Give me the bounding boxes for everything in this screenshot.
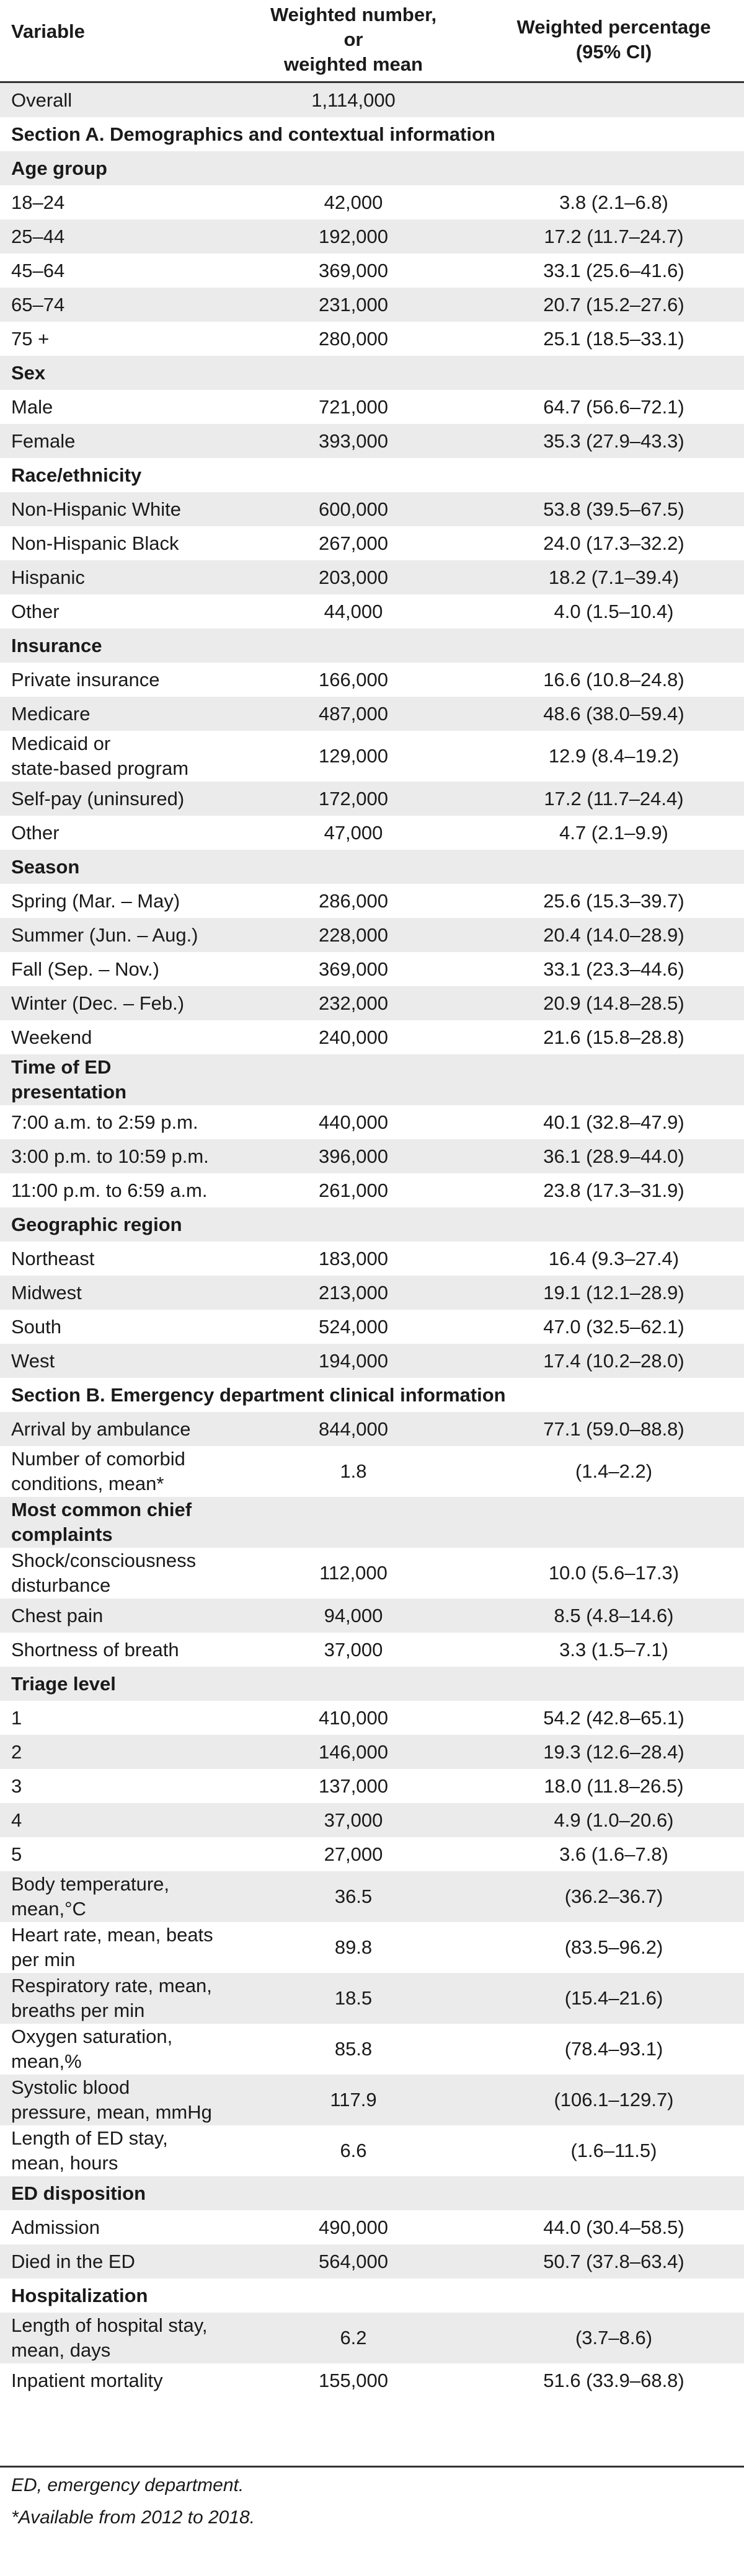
cell-weighted-percentage: 3.6 (1.6–7.8) xyxy=(559,1843,668,1865)
cell-weighted-number: 564,000 xyxy=(318,2250,389,2272)
cell-weighted-percentage: 64.7 (56.6–72.1) xyxy=(543,395,684,418)
table-row xyxy=(0,1412,744,1446)
cell-weighted-percentage: 50.7 (37.8–63.4) xyxy=(543,2250,684,2272)
cell-weighted-number: 44,000 xyxy=(324,600,383,622)
cell-weighted-percentage: 3.3 (1.5–7.1) xyxy=(559,1638,668,1661)
cell-weighted-number: 261,000 xyxy=(318,1179,389,1201)
table-row xyxy=(0,1173,744,1207)
cell-weighted-number: 18.5 xyxy=(334,1987,373,2009)
cell-weighted-number: 183,000 xyxy=(318,1247,389,1269)
table-row xyxy=(0,918,744,952)
cell-weighted-percentage: 33.1 (25.6–41.6) xyxy=(543,259,684,281)
table-row xyxy=(0,254,744,288)
group-heading-row xyxy=(0,2278,744,2313)
cell-weighted-number: 369,000 xyxy=(318,259,389,281)
cell-weighted-number: 286,000 xyxy=(318,889,389,912)
cell-variable: Age group xyxy=(11,157,107,179)
cell-variable: 75 + xyxy=(11,327,50,350)
cell-weighted-number: 280,000 xyxy=(318,327,389,350)
cell-weighted-number: 844,000 xyxy=(318,1418,389,1440)
table-row xyxy=(0,1769,744,1803)
cell-variable: Non-Hispanic Black xyxy=(11,532,179,554)
cell-weighted-number: 89.8 xyxy=(334,1936,373,1958)
cell-weighted-number: 146,000 xyxy=(318,1740,389,1763)
cell-weighted-number: 440,000 xyxy=(318,1111,389,1133)
cell-variable: 7:00 a.m. to 2:59 p.m. xyxy=(11,1111,198,1133)
table-row xyxy=(0,2075,744,2125)
table-row xyxy=(0,185,744,219)
table-row xyxy=(0,1548,744,1599)
cell-weighted-percentage: 19.1 (12.1–28.9) xyxy=(543,1281,684,1303)
cell-variable: 3 xyxy=(11,1775,22,1797)
cell-variable: Male xyxy=(11,395,53,418)
cell-weighted-number: 6.6 xyxy=(340,2140,367,2161)
table-row xyxy=(0,526,744,560)
group-heading-row xyxy=(0,2176,744,2210)
table-row xyxy=(0,1020,744,1054)
table-row xyxy=(0,2313,744,2363)
cell-variable: Season xyxy=(11,855,80,878)
cell-weighted-percentage: 17.2 (11.7–24.7) xyxy=(544,225,684,247)
cell-variable: 5 xyxy=(11,1843,22,1865)
cell-weighted-percentage: 40.1 (32.8–47.9) xyxy=(543,1111,684,1133)
cell-variable: ED disposition xyxy=(11,2182,146,2204)
table-row xyxy=(0,1633,744,1667)
cell-weighted-number: 369,000 xyxy=(318,958,389,980)
cell-weighted-percentage: 33.1 (23.3–44.6) xyxy=(543,958,684,980)
table-row xyxy=(0,952,744,986)
section-heading-row xyxy=(0,117,744,151)
cell-weighted-number: 600,000 xyxy=(318,498,389,520)
cell-variable: Northeast xyxy=(11,1247,95,1269)
cell-weighted-number: 393,000 xyxy=(318,430,389,452)
cell-weighted-percentage: 16.4 (9.3–27.4) xyxy=(548,1247,680,1269)
cell-weighted-percentage: (78.4–93.1) xyxy=(564,2038,663,2060)
table-row xyxy=(0,83,744,117)
cell-weighted-percentage: (36.2–36.7) xyxy=(564,1886,663,1907)
table-row xyxy=(0,1242,744,1276)
cell-variable: Shock/consciousness disturbance xyxy=(11,1550,197,1596)
cell-variable: Inpatient mortality xyxy=(11,2369,163,2391)
cell-variable: Most common chief complaints xyxy=(11,1499,192,1545)
footnote-abbreviation: ED, emergency department. xyxy=(11,2475,244,2495)
cell-weighted-percentage: 3.8 (2.1–6.8) xyxy=(559,191,668,213)
cell-weighted-percentage: 10.0 (5.6–17.3) xyxy=(548,1562,680,1584)
cell-weighted-percentage: 20.9 (14.8–28.5) xyxy=(543,992,684,1014)
cell-weighted-percentage: 4.7 (2.1–9.9) xyxy=(559,821,668,844)
cell-weighted-percentage: 25.1 (18.5–33.1) xyxy=(543,327,684,350)
cell-weighted-percentage: 54.2 (42.8–65.1) xyxy=(543,1706,684,1729)
cell-variable: 18–24 xyxy=(11,191,65,213)
cell-weighted-percentage: 21.6 (15.8–28.8) xyxy=(543,1026,684,1048)
cell-variable: Died in the ED xyxy=(11,2250,135,2272)
cell-weighted-number: 231,000 xyxy=(318,293,389,315)
cell-variable: Medicare xyxy=(11,702,91,725)
cell-weighted-percentage: 36.1 (28.9–44.0) xyxy=(543,1145,684,1167)
cell-weighted-percentage: 23.8 (17.3–31.9) xyxy=(543,1179,684,1201)
cell-weighted-number: 112,000 xyxy=(319,1562,388,1584)
table-row xyxy=(0,322,744,356)
cell-weighted-number: 192,000 xyxy=(318,225,389,247)
section-heading-row xyxy=(0,1378,744,1412)
cell-weighted-percentage: 4.0 (1.5–10.4) xyxy=(554,600,674,622)
cell-weighted-percentage: 17.2 (11.7–24.4) xyxy=(544,787,684,809)
cell-weighted-number: 396,000 xyxy=(318,1145,389,1167)
cell-variable: Private insurance xyxy=(11,668,160,690)
table-row xyxy=(0,2024,744,2075)
header-weighted-percentage: Weighted percentage (95% CI) xyxy=(516,16,711,63)
cell-variable: Chest pain xyxy=(11,1604,104,1626)
cell-variable: Length of ED stay, mean, hours xyxy=(11,2127,168,2174)
cell-weighted-number: 213,000 xyxy=(318,1281,389,1303)
cell-weighted-number: 47,000 xyxy=(324,821,383,844)
cell-weighted-number: 1,114,000 xyxy=(311,89,396,111)
cell-variable: Section A. Demographics and contextual information xyxy=(11,123,495,145)
cell-weighted-percentage: 16.6 (10.8–24.8) xyxy=(543,668,684,690)
cell-variable: Systolic blood pressure, mean, mmHg xyxy=(11,2076,212,2123)
table-row xyxy=(0,424,744,458)
group-heading-row xyxy=(0,850,744,884)
table-row xyxy=(0,1922,744,1973)
table-row xyxy=(0,816,744,850)
cell-variable: 45–64 xyxy=(11,259,65,281)
cell-weighted-percentage: (3.7–8.6) xyxy=(575,2327,653,2349)
cell-variable: Summer (Jun. – Aug.) xyxy=(11,924,198,946)
table-row xyxy=(0,697,744,731)
cell-weighted-number: 6.2 xyxy=(340,2327,367,2349)
group-heading-row xyxy=(0,1497,744,1548)
cell-weighted-percentage: (1.4–2.2) xyxy=(575,1460,653,1482)
table-row xyxy=(0,1599,744,1633)
cell-variable: 1 xyxy=(11,1706,22,1729)
cell-weighted-percentage: 18.0 (11.8–26.5) xyxy=(544,1775,684,1797)
cell-weighted-number: 524,000 xyxy=(318,1315,389,1338)
cell-variable: Number of comorbid conditions, mean* xyxy=(11,1448,185,1494)
cell-weighted-number: 37,000 xyxy=(324,1809,383,1831)
cell-variable: 25–44 xyxy=(11,225,65,247)
cell-weighted-number: 166,000 xyxy=(318,668,389,690)
cell-weighted-number: 137,000 xyxy=(318,1775,389,1797)
cell-variable: Medicaid or state-based program xyxy=(11,733,189,779)
table-row xyxy=(0,1871,744,1922)
cell-variable: Female xyxy=(11,430,76,452)
cell-weighted-number: 267,000 xyxy=(318,532,389,554)
cell-variable: West xyxy=(11,1349,55,1372)
cell-weighted-number: 117.9 xyxy=(330,2089,377,2111)
cell-variable: Overall xyxy=(11,89,73,111)
table-row xyxy=(0,1973,744,2024)
cell-variable: Time of ED presentation xyxy=(11,1056,127,1103)
group-heading-row xyxy=(0,151,744,185)
table-row xyxy=(0,731,744,782)
cell-weighted-percentage: 47.0 (32.5–62.1) xyxy=(543,1315,684,1338)
cell-weighted-percentage xyxy=(484,83,744,117)
cell-weighted-number: 410,000 xyxy=(318,1706,389,1729)
cell-variable: Self-pay (uninsured) xyxy=(11,787,185,809)
table-row xyxy=(0,492,744,526)
table-row xyxy=(0,2363,744,2397)
table-row xyxy=(0,663,744,697)
cell-variable: Winter (Dec. – Feb.) xyxy=(11,992,185,1014)
cell-variable: Race/ethnicity xyxy=(11,464,142,486)
table-row xyxy=(0,1105,744,1139)
cell-variable: Non-Hispanic White xyxy=(11,498,181,520)
cell-weighted-number: 232,000 xyxy=(318,992,389,1014)
table-row xyxy=(0,884,744,918)
cell-variable: Triage level xyxy=(11,1672,116,1695)
cell-variable: 65–74 xyxy=(11,293,65,315)
cell-variable: 11:00 p.m. to 6:59 a.m. xyxy=(11,1179,208,1201)
cell-weighted-number: 172,000 xyxy=(318,787,389,809)
group-heading-row xyxy=(0,1667,744,1701)
cell-weighted-percentage: 20.7 (15.2–27.6) xyxy=(543,293,684,315)
cell-weighted-number: 1.8 xyxy=(340,1460,367,1482)
cell-weighted-percentage: (1.6–11.5) xyxy=(570,2140,657,2161)
cell-variable: Section B. Emergency department clinical information xyxy=(11,1383,506,1406)
table-row xyxy=(0,782,744,816)
cell-weighted-percentage: (15.4–21.6) xyxy=(564,1987,663,2009)
group-heading-row xyxy=(0,458,744,492)
cell-variable: South xyxy=(11,1315,62,1338)
group-heading-row xyxy=(0,356,744,390)
table-row xyxy=(0,986,744,1020)
cell-variable: Arrival by ambulance xyxy=(11,1418,191,1440)
bottom-rule xyxy=(0,2466,744,2468)
group-heading-row xyxy=(0,629,744,663)
cell-variable: Weekend xyxy=(11,1026,92,1048)
group-heading-row xyxy=(0,1054,744,1105)
cell-weighted-number: 721,000 xyxy=(318,395,389,418)
cell-weighted-percentage: 44.0 (30.4–58.5) xyxy=(543,2216,684,2238)
cell-variable: Heart rate, mean, beats per min xyxy=(11,1924,213,1970)
cell-variable: 2 xyxy=(11,1740,22,1763)
header-variable: Variable xyxy=(11,20,85,42)
table-row xyxy=(0,2125,744,2176)
cell-variable: Geographic region xyxy=(11,1213,182,1235)
cell-weighted-percentage: (83.5–96.2) xyxy=(564,1936,663,1958)
cell-weighted-percentage: (106.1–129.7) xyxy=(554,2089,674,2111)
cell-weighted-percentage: 48.6 (38.0–59.4) xyxy=(543,702,684,725)
cell-variable: Other xyxy=(11,600,60,622)
cell-weighted-percentage: 20.4 (14.0–28.9) xyxy=(543,924,684,946)
cell-weighted-number: 37,000 xyxy=(324,1638,383,1661)
table-row xyxy=(0,1310,744,1344)
cell-variable: Hospitalization xyxy=(11,2284,148,2306)
cell-weighted-percentage: 51.6 (33.9–68.8) xyxy=(543,2369,684,2391)
table-row xyxy=(0,2210,744,2244)
cell-weighted-percentage: 24.0 (17.3–32.2) xyxy=(543,532,684,554)
cell-variable: Other xyxy=(11,821,60,844)
cell-weighted-number: 194,000 xyxy=(318,1349,389,1372)
table-row xyxy=(0,219,744,254)
cell-weighted-number: 203,000 xyxy=(318,566,389,588)
cell-weighted-number: 85.8 xyxy=(334,2038,373,2060)
cell-weighted-percentage: 25.6 (15.3–39.7) xyxy=(543,889,684,912)
cell-weighted-percentage: 12.9 (8.4–19.2) xyxy=(548,745,680,767)
footnote-comorbid: *Available from 2012 to 2018. xyxy=(11,2507,255,2528)
cell-weighted-percentage: 53.8 (39.5–67.5) xyxy=(543,498,684,520)
table-row xyxy=(0,1446,744,1497)
table-row xyxy=(0,1276,744,1310)
cell-weighted-number: 490,000 xyxy=(318,2216,389,2238)
cell-weighted-percentage: 19.3 (12.6–28.4) xyxy=(543,1740,684,1763)
cell-weighted-percentage: 8.5 (4.8–14.6) xyxy=(554,1604,674,1626)
table-row xyxy=(0,1139,744,1173)
cell-weighted-number: 36.5 xyxy=(334,1886,373,1907)
cell-weighted-percentage: 18.2 (7.1–39.4) xyxy=(548,566,680,588)
table-row xyxy=(0,1803,744,1837)
cell-weighted-number: 42,000 xyxy=(324,191,383,213)
cell-weighted-number: 487,000 xyxy=(318,702,389,725)
cell-weighted-number: 228,000 xyxy=(318,924,389,946)
cell-variable: Midwest xyxy=(11,1281,82,1303)
cell-weighted-number: 155,000 xyxy=(318,2369,389,2391)
cell-variable: Body temperature, mean,°C xyxy=(11,1873,170,1920)
cell-weighted-percentage: 77.1 (59.0–88.8) xyxy=(543,1418,684,1440)
cell-variable: Length of hospital stay, mean, days xyxy=(11,2314,208,2361)
cell-variable: Insurance xyxy=(11,634,102,656)
table-header-row xyxy=(0,0,744,79)
cell-variable: Shortness of breath xyxy=(11,1638,179,1661)
cell-variable: Sex xyxy=(11,361,46,384)
cell-weighted-number: 27,000 xyxy=(324,1843,383,1865)
table-row xyxy=(0,560,744,594)
cell-variable: Spring (Mar. – May) xyxy=(11,889,180,912)
cell-weighted-number: 94,000 xyxy=(324,1604,383,1626)
cell-weighted-number: 129,000 xyxy=(318,745,389,767)
table-row xyxy=(0,1837,744,1871)
cell-variable: Hispanic xyxy=(11,566,85,588)
table-row xyxy=(0,1735,744,1769)
cell-weighted-percentage: 35.3 (27.9–43.3) xyxy=(543,430,684,452)
cell-variable: 4 xyxy=(11,1809,22,1831)
cell-weighted-percentage: 17.4 (10.2–28.0) xyxy=(543,1349,684,1372)
table-row xyxy=(0,1344,744,1378)
cell-variable: Admission xyxy=(11,2216,100,2238)
header-weighted-number: Weighted number, or weighted mean xyxy=(270,4,437,75)
cell-variable: Respiratory rate, mean, breaths per min xyxy=(11,1975,212,2021)
cell-variable: 3:00 p.m. to 10:59 p.m. xyxy=(11,1145,209,1167)
cell-variable: Oxygen saturation, mean,% xyxy=(11,2026,173,2072)
cell-weighted-number: 240,000 xyxy=(318,1026,389,1048)
group-heading-row xyxy=(0,1207,744,1242)
table-row xyxy=(0,2244,744,2278)
table-row xyxy=(0,1701,744,1735)
table-row xyxy=(0,288,744,322)
cell-weighted-percentage: 4.9 (1.0–20.6) xyxy=(554,1809,674,1831)
table-row xyxy=(0,594,744,629)
cell-variable: Fall (Sep. – Nov.) xyxy=(11,958,159,980)
table-row xyxy=(0,390,744,424)
